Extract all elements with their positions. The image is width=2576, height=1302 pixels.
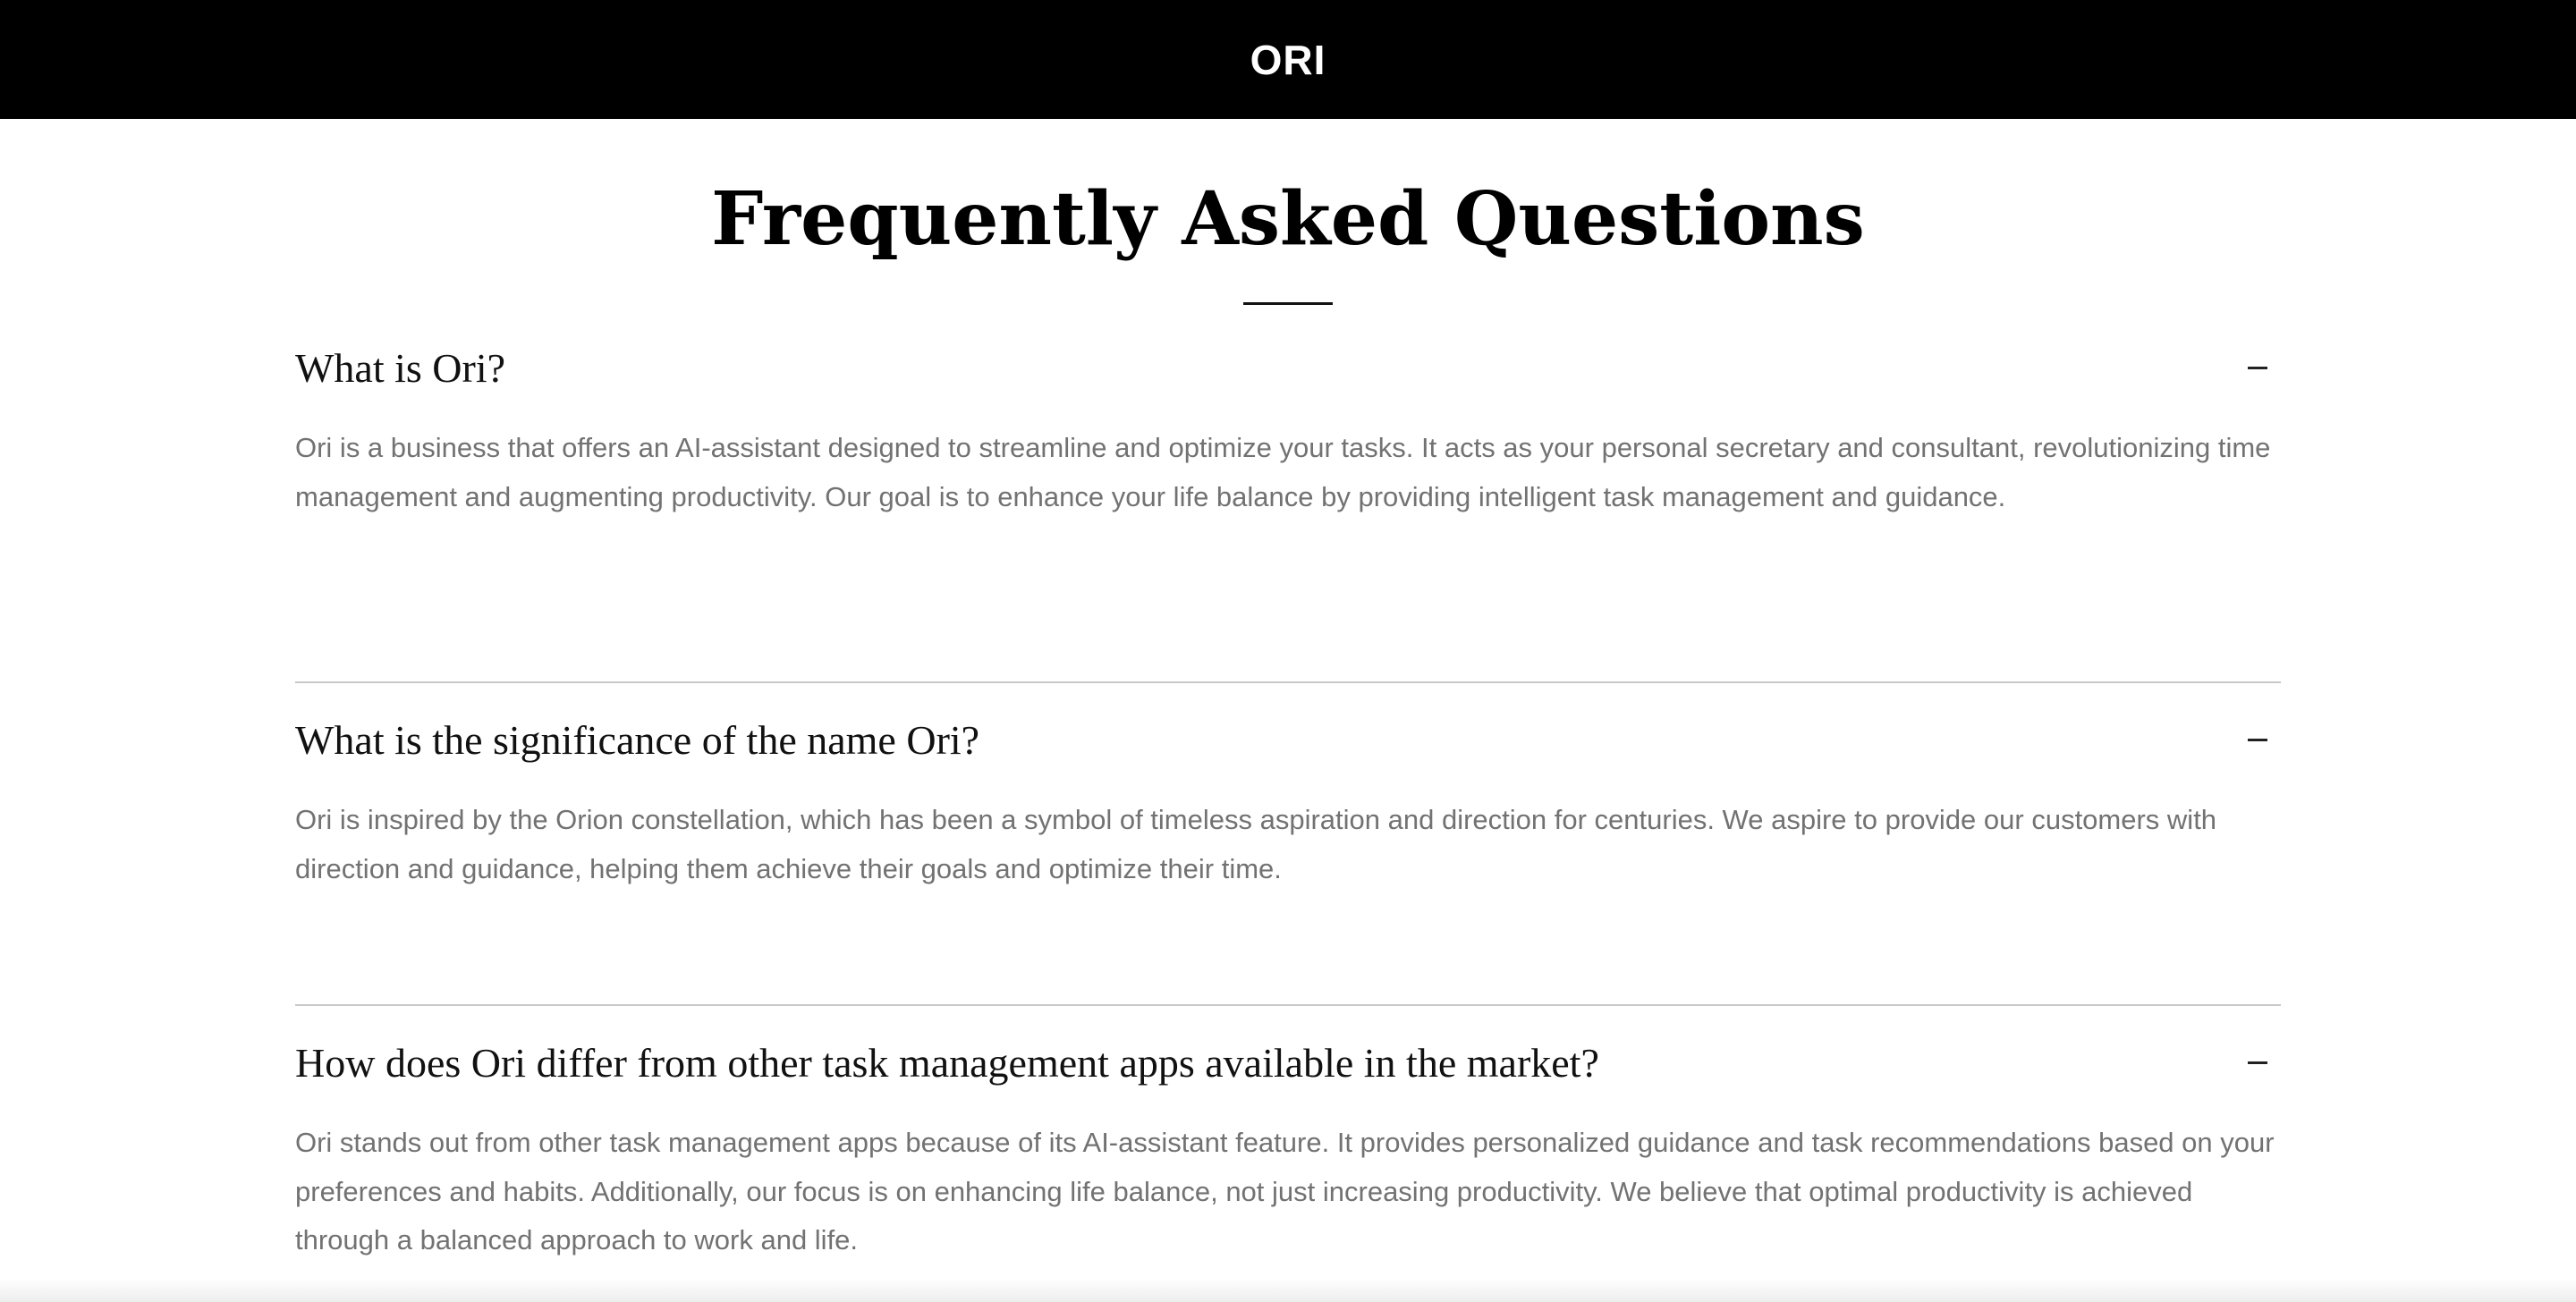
faq-answer-2: Ori is inspired by the Orion constellation, which has been a symbol of timeless aspiration and direction for centuries. We aspire to provide our customers with direction and guidance, helping them achieve their goals and optimize their time. bbox=[295, 804, 2217, 884]
faq-question-1[interactable] bbox=[295, 343, 2281, 393]
page-title: Frequently Asked Questions bbox=[711, 176, 1865, 262]
minus-icon[interactable] bbox=[2248, 1061, 2267, 1064]
faq-answer-1: Ori is a business that offers an AI-assistant designed to streamline and optimize your tasks. It acts as your personal secretary and consultant, revolutionizing time management and augmenting productivity. Our goal is to enhance your life balance by providing intelligent task management and guidance. bbox=[295, 432, 2271, 512]
faq-question-text: How does Ori differ from other task management apps available in the market? bbox=[295, 1040, 1599, 1086]
title-underline bbox=[1243, 302, 1333, 305]
brand-logo[interactable]: ORI bbox=[1250, 36, 1326, 83]
top-bar bbox=[0, 0, 2576, 119]
faq-item-1 bbox=[295, 343, 2281, 521]
faq-divider bbox=[295, 1004, 2281, 1006]
faq-question-text: What is Ori? bbox=[295, 345, 506, 391]
faq-answer-3: Ori stands out from other task management apps because of its AI-assistant feature. It provides personalized guidance and task recommendations based on your preferences and habits. Additionally, our focus is on enhancing life balance, not just increasing productivity. We believe that optimal productivity is achieved through a balanced approach to work and life. bbox=[295, 1127, 2275, 1256]
faq-item-3 bbox=[295, 1038, 2281, 1265]
minus-icon[interactable] bbox=[2248, 739, 2267, 741]
faq-question-3[interactable] bbox=[295, 1038, 2281, 1088]
faq-divider bbox=[295, 681, 2281, 683]
minus-icon[interactable] bbox=[2248, 367, 2267, 369]
bottom-scroll-fade bbox=[0, 1279, 2576, 1302]
faq-item-2 bbox=[295, 715, 2281, 893]
faq-question-text: What is the significance of the name Ori? bbox=[295, 717, 980, 763]
faq-question-2[interactable] bbox=[295, 715, 2281, 765]
